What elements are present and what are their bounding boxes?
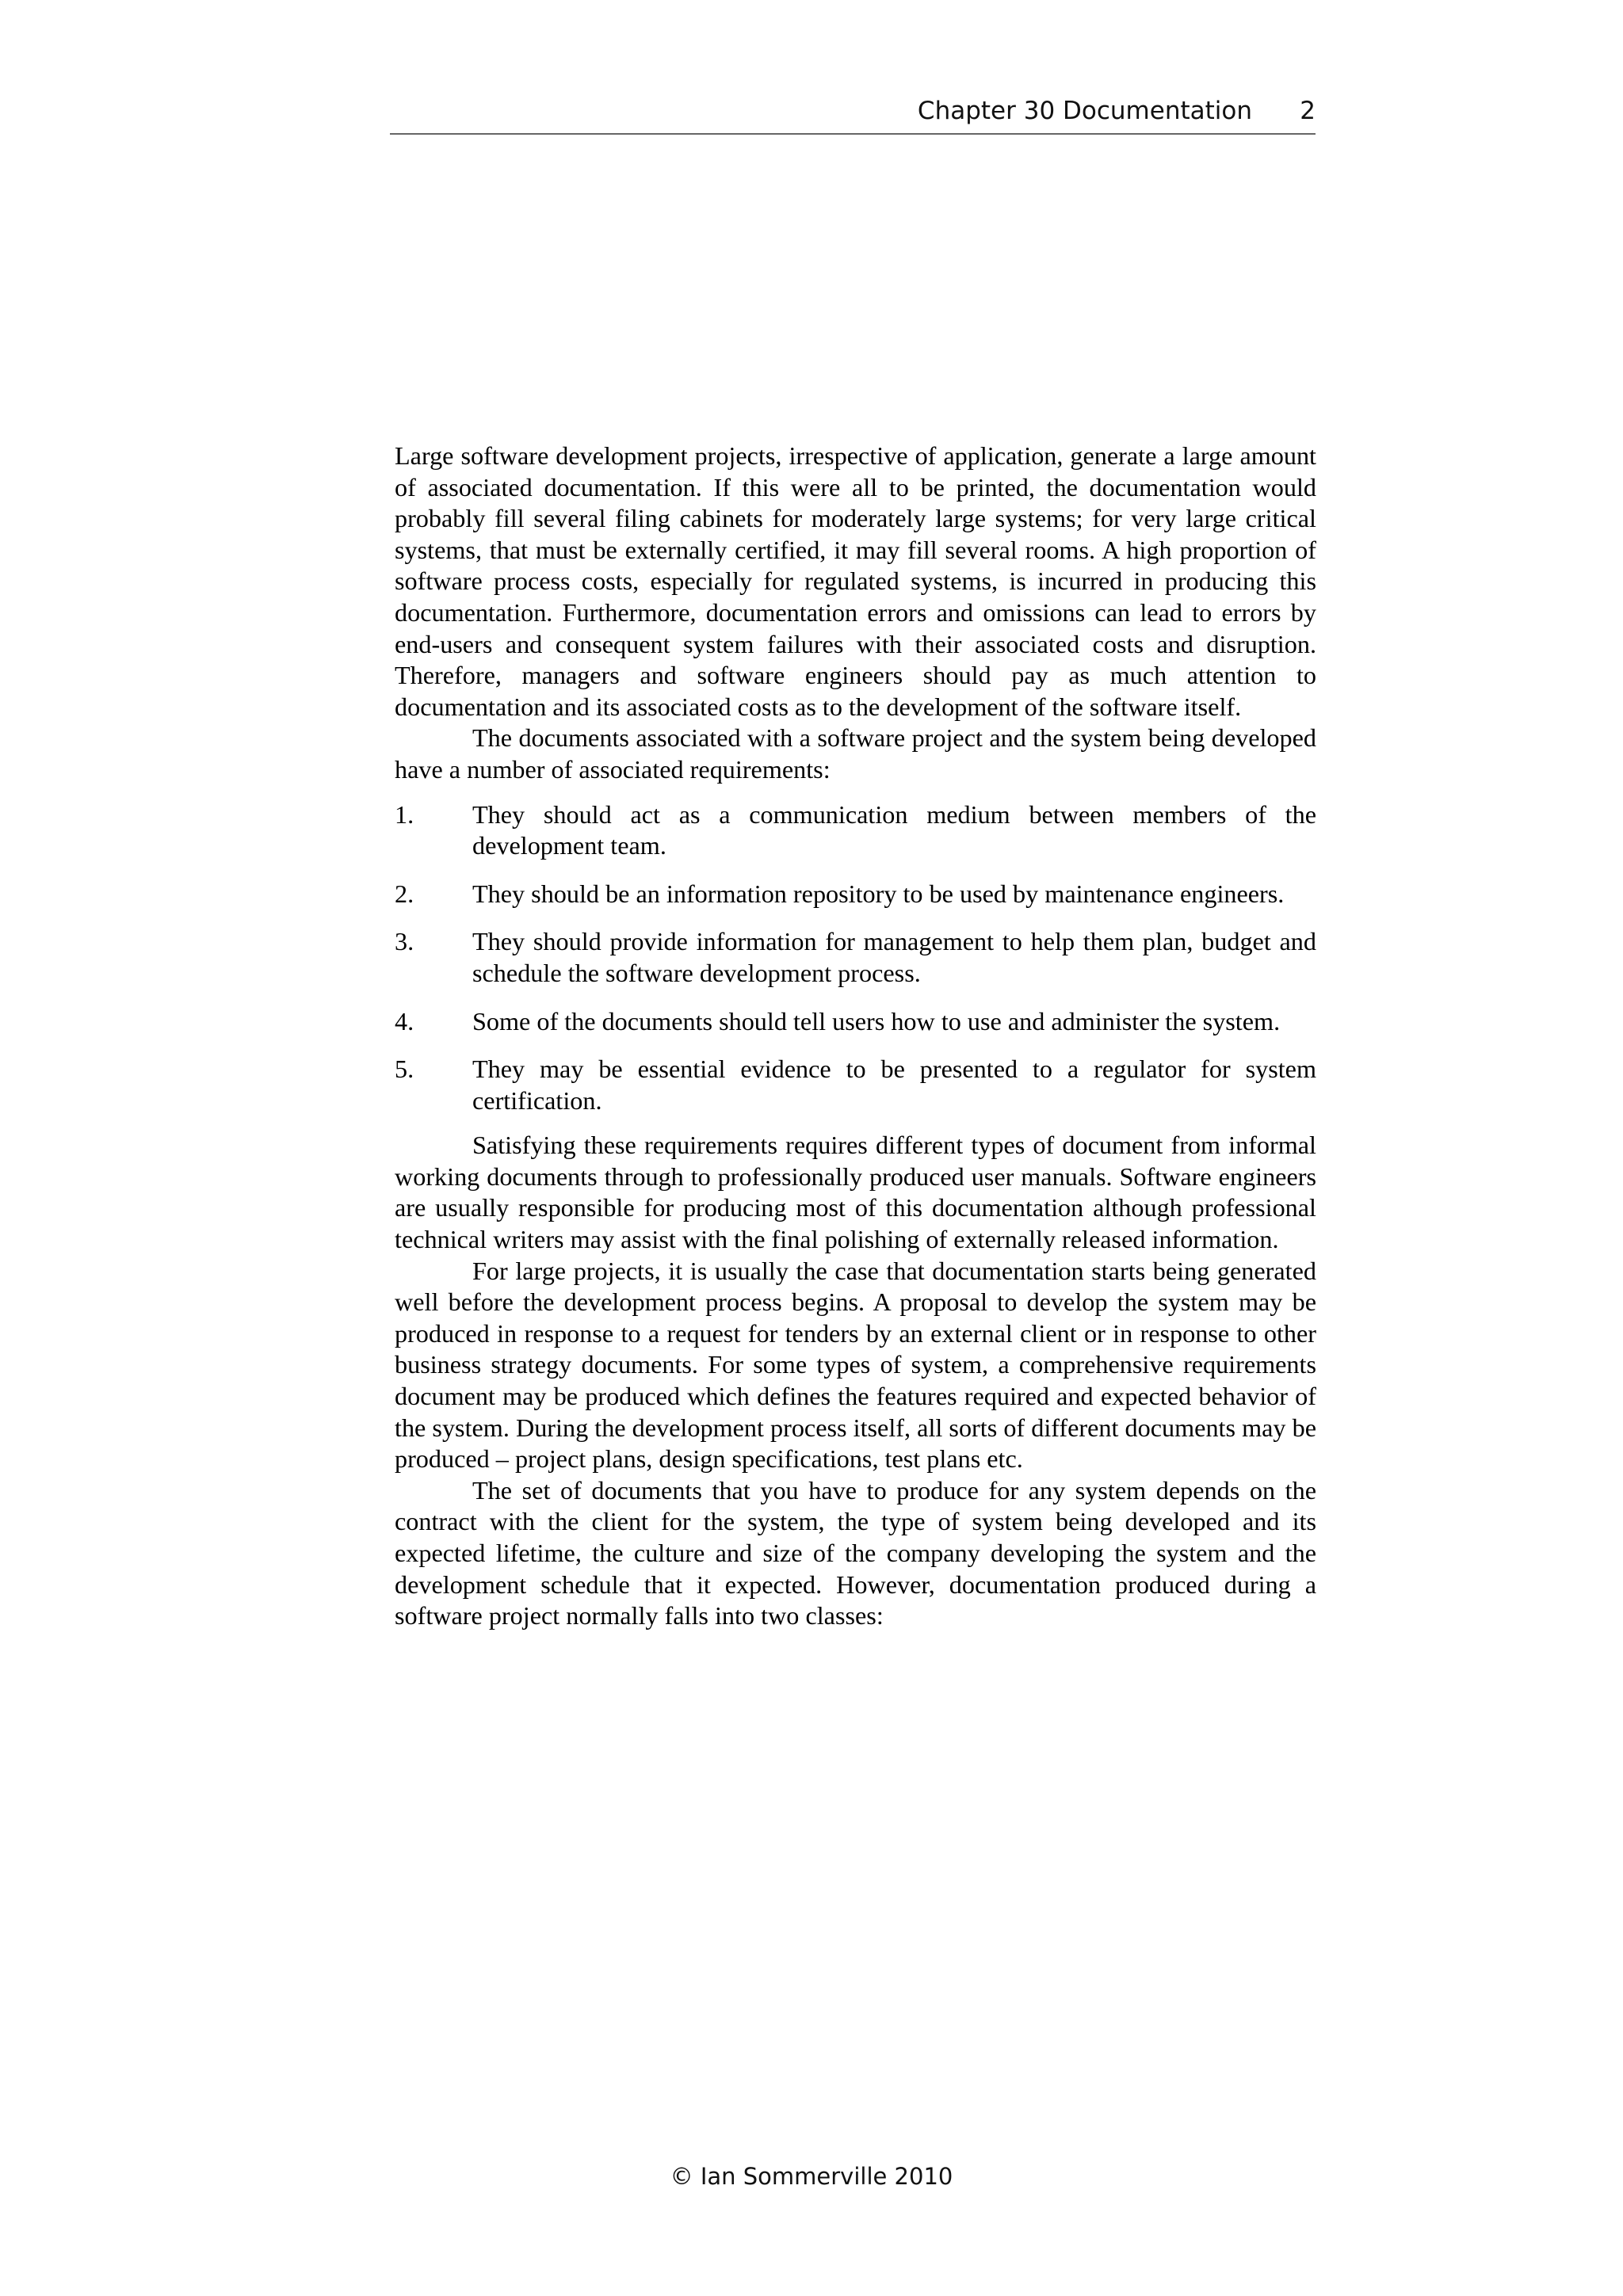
body-text [395,441,1316,1632]
list-item-text: They should act as a communication medium between members of the development team. [472,799,1316,860]
list-item-number: 3. [395,927,414,956]
paragraph: The documents associated with a software project and the system being developed have a number of associated requirements: [395,723,1316,784]
paragraph: Satisfying these requirements requires different types of document from informal working documents through to professionally produced user manuals. Software engineers are usually responsible for producing most of this documentation although professional technical writers may assist with the final polishing of externally released information. [395,1131,1316,1254]
chapter-title: Chapter 30 Documentation [917,97,1252,125]
list-item [395,1054,1316,1116]
list-item [395,879,1316,910]
paragraph: The set of documents that you have to produce for any system depends on the contract with the client for the system, the type of system being developed and its expected lifetime, the culture and size of the company developing the system and the development schedule that it expected. However, documentation produced during a software project normally falls into two classes: [395,1475,1316,1630]
copyright-footer: © Ian Sommerville 2010 [670,2163,953,2190]
running-header [390,93,1316,135]
list-item [395,1006,1316,1038]
list-item [395,926,1316,989]
list-item-number: 1. [395,799,414,829]
list-item-number: 4. [395,1006,414,1035]
paragraph: For large projects, it is usually the case that documentation starts being generated well before the development process begins. A proposal to develop the system may be produced in response to a request for tenders by an external client or in response to other business strategy documents. For some types of system, a comprehensive requirements document may be produced which defines the features required and expected behavior of the system. During the development process itself, all sorts of different documents may be produced – project plans, design specifications, test plans etc. [395,1256,1316,1474]
list-item-number: 2. [395,879,414,908]
requirements-list [395,799,1316,1117]
list-item-number: 5. [395,1055,414,1084]
page-number: 2 [1300,97,1316,125]
list-item [395,799,1316,862]
list-item-text: They should provide information for management to help them plan, budget and schedule the software development process. [472,927,1316,987]
paragraph: Large software development projects, irrespective of application, generate a large amount of associated documentation. If this were all to be printed, the documentation would probably fill several filing cabinets for moderately large systems; for very large critical systems, that must be externally certified, it may fill several rooms. A high proportion of software process costs, especially for regulated systems, is incurred in producing this documentation. Furthermore, documentation errors and omissions can lead to errors by end-users and consequent system failures with their associated costs and disruption. Therefore, managers and software engineers should pay as much attention to documentation and its associated costs as to the development of the software itself. [395,441,1316,721]
list-item-text: They may be essential evidence to be presented to a regulator for system certification. [472,1055,1316,1115]
list-item-text: They should be an information repository to be used by maintenance engineers. [472,879,1285,908]
list-item-text: Some of the documents should tell users how to use and administer the system. [472,1006,1281,1035]
